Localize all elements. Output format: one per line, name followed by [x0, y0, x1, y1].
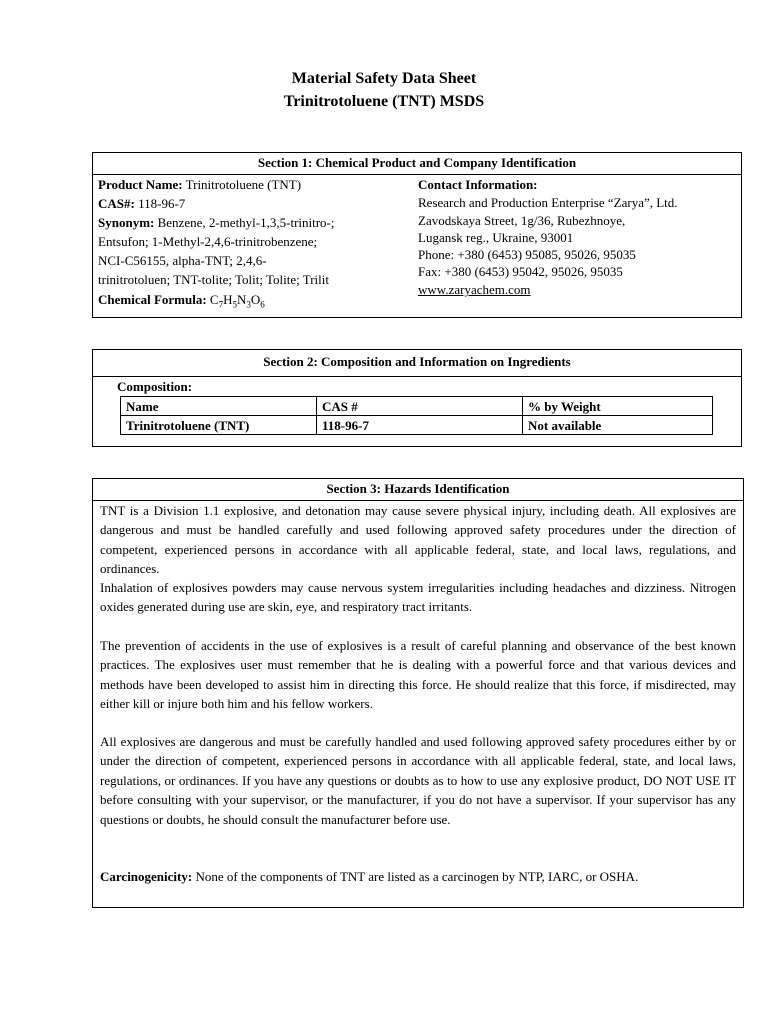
hazard-paragraph-1: TNT is a Division 1.1 explosive, and detonation may cause severe physical injury, including death. All explosives are dangerous and must be handled carefully and used following approved safety procedures under the direction of competent, experienced persons in accordance with all applicable federal, state, and local laws, regulations, and ordinances. [100, 503, 736, 577]
contact-phone: Phone: +380 (6453) 95085, 95026, 95035 [418, 247, 636, 262]
contact-line-3: Lugansk reg., Ukraine, 93001 [418, 230, 574, 245]
hazard-paragraph-3: The prevention of accidents in the use of explosives is a result of careful planning and observance of the best known practices. The explosives user must remember that he is dealing with a powerful force and that various devices and methods have been developed to assist him in directing this force. He should realize that this force, if misdirected, may either kill or injure both him and his fellow workers. [100, 638, 736, 712]
table-row [121, 416, 713, 435]
cell-cas: 118-96-7 [317, 416, 523, 435]
cas-value: 118-96-7 [138, 196, 186, 211]
cas-label: CAS#: [98, 196, 135, 211]
cell-weight: Not available [523, 416, 713, 435]
carcinogenicity-text: None of the components of TNT are listed as a carcinogen by NTP, IARC, or OSHA. [192, 869, 639, 884]
column-header-weight: % by Weight [523, 397, 713, 416]
synonym-line-4: trinitrotoluen; TNT-tolite; Tolit; Tolite; Trilit [98, 272, 329, 287]
product-name-row [98, 175, 301, 194]
section-1-heading: Section 1: Chemical Product and Company Identification [93, 153, 741, 175]
hazard-paragraph-4: All explosives are dangerous and must be carefully handled and used following approved safety procedures either by or under the direction of competent, experienced persons in accordance with all applicable federal, state, and local laws, regulations, or ordinances. If you have any questions or doubts as to how to use any explosive product, DO NOT USE IT before consulting with your supervisor, or the manufacturer, if you do not have a supervisor. If your supervisor has any questions or doubts, he should consult the manufacturer before use. [100, 734, 736, 827]
carcinogenicity-label: Carcinogenicity: [100, 869, 193, 884]
website-row [418, 280, 531, 299]
section-2-box [92, 349, 742, 447]
section-2-heading: Section 2: Composition and Information on Ingredients [93, 350, 741, 377]
document-title: Material Safety Data Sheet [291, 70, 477, 87]
website-link[interactable]: www.zaryachem.com [418, 282, 531, 297]
cas-row [98, 194, 185, 213]
document-subtitle: Trinitrotoluene (TNT) MSDS [283, 93, 485, 110]
formula-value: $C_7H_5N_3O_6$ [209, 292, 265, 310]
table-header-row [121, 397, 713, 416]
contact-fax: Fax: +380 (6453) 95042, 95026, 95035 [418, 264, 623, 279]
cell-name: Trinitrotoluene (TNT) [121, 416, 317, 435]
section-3-box [92, 478, 744, 908]
synonym-line-3: NCI-C56155, alpha-TNT; 2,4,6- [98, 253, 267, 268]
synonym-line-2: Entsufon; 1-Methyl-2,4,6-trinitrobenzene; [98, 234, 318, 249]
hazard-paragraph-2: Inhalation of explosives powders may cause nervous system irregularities including headaches and dizziness. Nitrogen oxides generated during use are skin, eye, and respiratory tract irritants. [100, 580, 736, 615]
composition-label: Composition: [117, 379, 193, 394]
formula-row [98, 290, 265, 309]
product-name-value: Trinitrotoluene (TNT) [185, 177, 302, 192]
contact-line-1: Research and Production Enterprise “Zarya”, Ltd. [418, 195, 678, 210]
composition-table [120, 396, 713, 435]
formula-label: Chemical Formula: [98, 292, 207, 307]
section-1-box [92, 152, 742, 318]
section-3-heading: Section 3: Hazards Identification [93, 479, 743, 501]
synonym-label: Synonym: [98, 215, 155, 230]
synonym-line-1: Benzene, 2-methyl-1,3,5-trinitro-; [157, 215, 335, 230]
carcinogenicity-paragraph [100, 867, 736, 886]
contact-label: Contact Information: [418, 177, 538, 192]
column-header-name: Name [121, 397, 317, 416]
synonym-row [98, 213, 335, 232]
contact-line-2: Zavodskaya Street, 1g/36, Rubezhnoye, [418, 213, 626, 228]
column-header-cas: CAS # [317, 397, 523, 416]
product-name-label: Product Name: [98, 177, 183, 192]
